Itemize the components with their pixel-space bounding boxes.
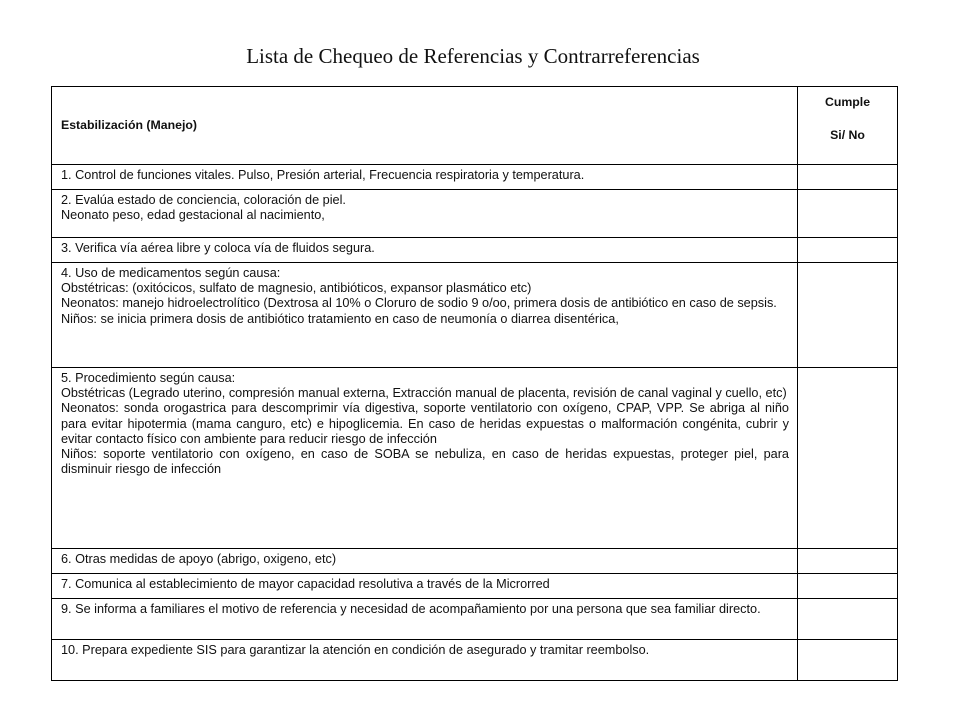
item-text: Neonato peso, edad gestacional al nacimiento, [61,208,325,223]
compliance-cell[interactable] [798,238,898,263]
item-text: Niños: se inicia primera dosis de antibiótico tratamiento en caso de neumonía o diarrea disentérica, [61,311,619,326]
compliance-cell[interactable] [798,165,898,190]
item-text: Obstétricas (Legrado uterino, compresión manual externa, Extracción manual de placenta, revisión de canal vaginal y cuello, etc) [61,386,787,401]
item-text: Neonatos: manejo hidroelectrolítico (Dextrosa al 10% o Cloruro de sodio 9 o/oo, primera dosis de antibiótico en caso de sepsis. [61,296,777,311]
checklist-item [52,190,798,238]
checklist-table [51,86,898,681]
checklist-item [52,549,798,574]
item-text: Niños: soporte ventilatorio con oxígeno, en caso de SOBA se nebuliza, en caso de heridas expuestas, proteger piel, para disminuir riesgo de infección [61,447,789,477]
checklist-item [52,165,798,190]
checklist-item [52,574,798,599]
page-title: Lista de Chequeo de Referencias y Contrarreferencias [246,44,700,68]
table-row [52,640,898,681]
table-row [52,190,898,238]
checklist-item [52,599,798,640]
compliance-cell[interactable] [798,263,898,368]
compliance-cell[interactable] [798,549,898,574]
compliance-cell[interactable] [798,640,898,681]
item-text: 9. Se informa a familiares el motivo de referencia y necesidad de acompañamiento por una persona que sea familiar directo. [61,602,761,616]
column-header-stabilization: Estabilización (Manejo) [52,87,798,165]
table-row [52,574,898,599]
item-text: 2. Evalúa estado de conciencia, coloración de piel. [61,193,346,207]
compliance-cell[interactable] [798,368,898,549]
item-text: 5. Procedimiento según causa: [61,371,236,385]
table-row [52,549,898,574]
table-row [52,368,898,549]
compliance-cell[interactable] [798,574,898,599]
item-text: 7. Comunica al establecimiento de mayor capacidad resolutiva a través de la Microrred [61,577,550,591]
item-text: 10. Prepara expediente SIS para garantizar la atención en condición de asegurado y tramitar reembolso. [61,643,650,657]
item-text: 4. Uso de medicamentos según causa: [61,266,281,280]
checklist-item [52,238,798,263]
item-text: 1. Control de funciones vitales. Pulso, Presión arterial, Frecuencia respiratoria y temperatura. [61,168,585,182]
compliance-cell[interactable] [798,190,898,238]
checklist-item [52,640,798,681]
compliance-header-line2: Si/ No [830,128,865,142]
table-row [52,263,898,368]
table-row [52,599,898,640]
column-header-compliance [798,87,898,165]
item-text: Obstétricas: (oxitócicos, sulfato de magnesio, antibióticos, expansor plasmático etc) [61,281,532,296]
item-text: Neonatos: sonda orogastrica para descomprimir vía digestiva, soporte ventilatorio con oxígeno, CPAP, VPP. Se abriga al niño para evitar hipotermia (mama canguro, etc) e hipoglicemia. En caso de heridas expuestas o malformación congénita, cubrir y evitar contacto físico con ambiente para reducir riesgo de infección [61,401,789,446]
item-text: 6. Otras medidas de apoyo (abrigo, oxigeno, etc) [61,552,337,566]
compliance-header-line1: Cumple [824,95,871,109]
table-header-row [52,87,898,165]
item-text: 3. Verifica vía aérea libre y coloca vía de fluidos segura. [61,241,375,255]
compliance-cell[interactable] [798,599,898,640]
table-row [52,238,898,263]
checklist-item [52,263,798,368]
checklist-item [52,368,798,549]
table-row [52,165,898,190]
